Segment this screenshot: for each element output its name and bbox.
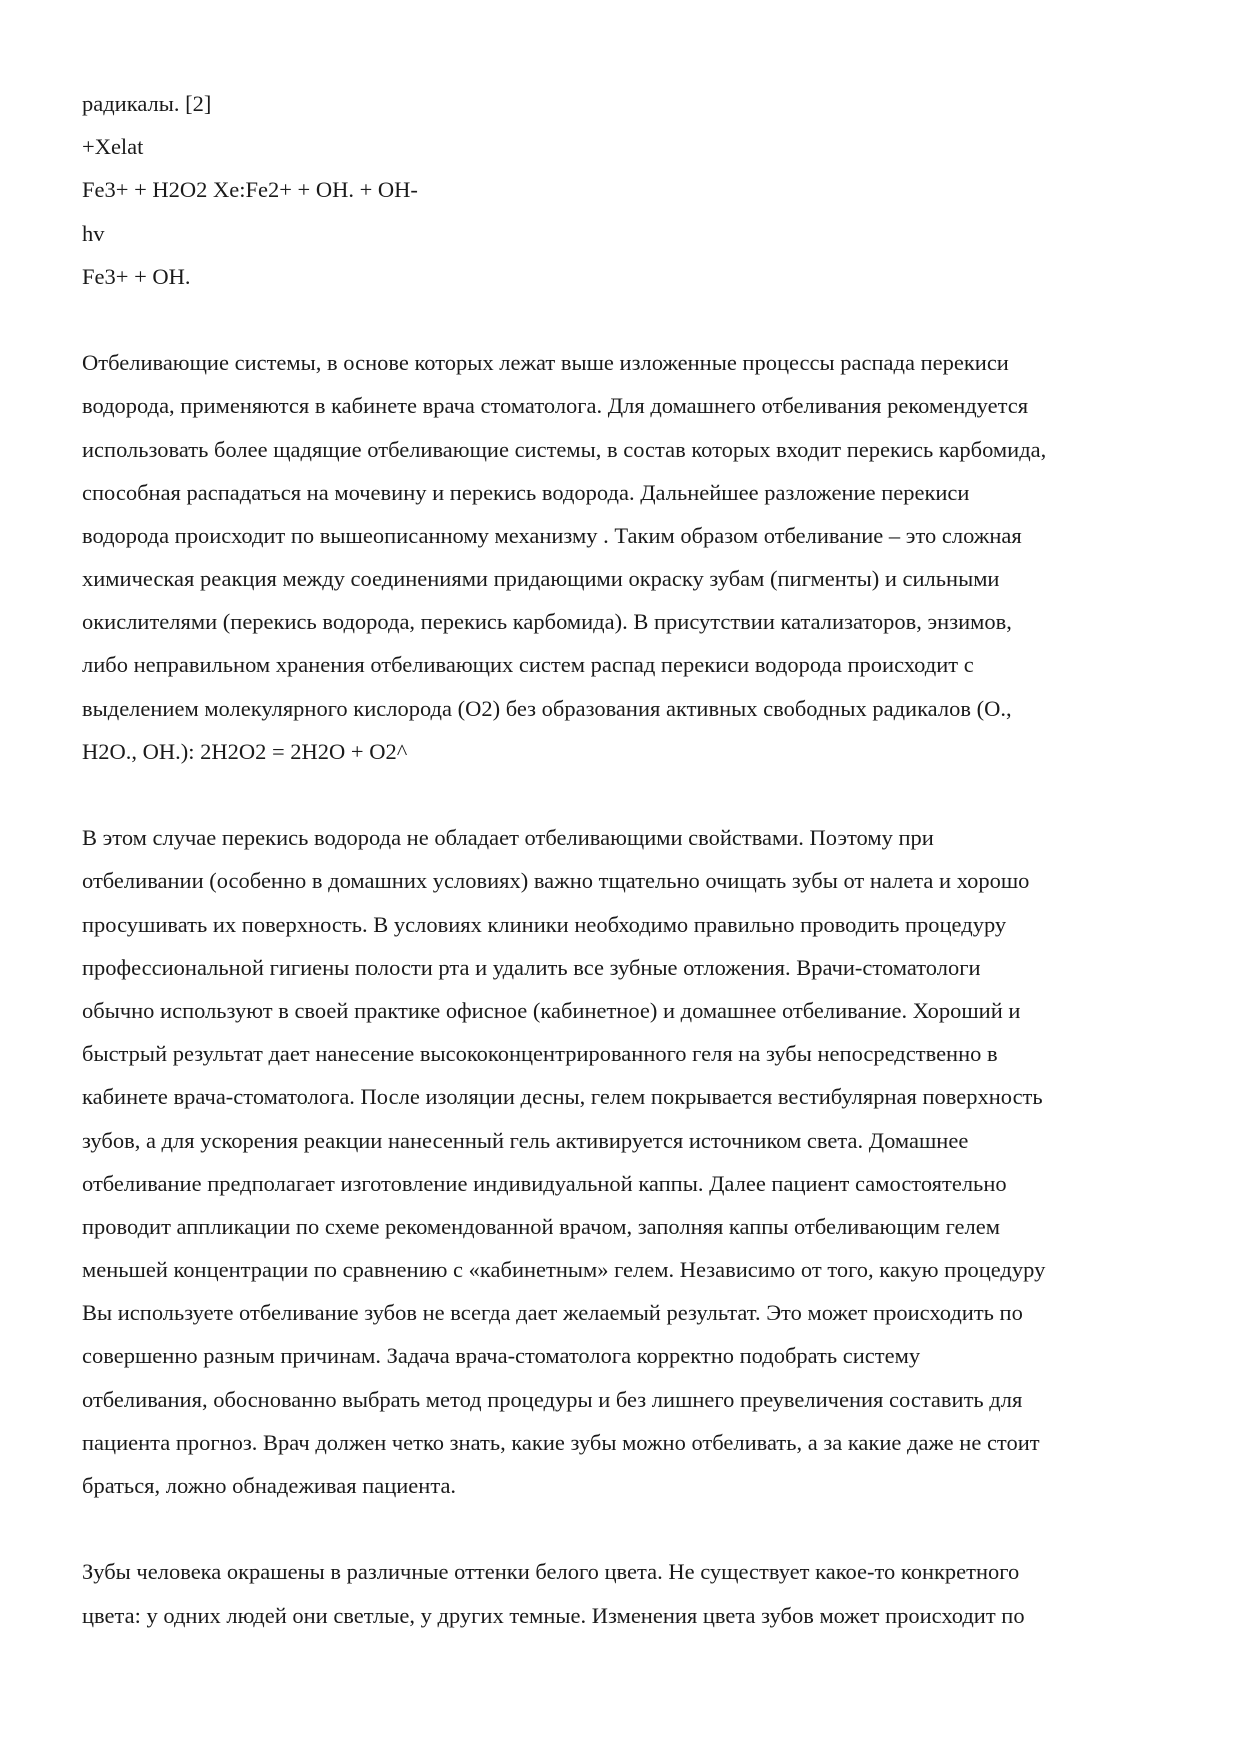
text-line: отбеливание предполагает изготовление индивидуальной каппы. Далее пациент самостоятельно — [82, 1170, 1007, 1196]
text-line: совершенно разным причинам. Задача врача-стоматолога корректно подобрать систему — [82, 1343, 921, 1369]
text-line: использовать более щадящие отбеливающие системы, в состав которых входит перекись карбомида, — [82, 436, 1047, 462]
text-line: проводит аппликации по схеме рекомендованной врачом, заполняя каппы отбеливающим гелем — [82, 1213, 1000, 1239]
paragraph — [82, 341, 1172, 773]
text-line: H2O., OH.): 2H2O2 = 2H2O + O2^ — [82, 738, 408, 764]
text-line: просушивать их поверхность. В условиях клиники необходимо правильно проводить процедуру — [82, 911, 1007, 937]
text-line: hv — [82, 220, 105, 246]
text-line: пациента прогноз. Врач должен четко знать, какие зубы можно отбеливать, а за какие даже не стоит — [82, 1429, 1040, 1455]
text-line: химическая реакция между соединениями придающими окраску зубам (пигменты) и сильными — [82, 566, 1000, 592]
text-line: +Xelat — [82, 134, 144, 160]
paragraph — [82, 1550, 1172, 1636]
paragraph — [82, 816, 1172, 1507]
text-line: Вы используете отбеливание зубов не всегда дает желаемый результат. Это может происходить по — [82, 1300, 1023, 1326]
text-line: Отбеливающие системы, в основе которых лежат выше изложенные процессы распада перекиси — [82, 350, 1009, 376]
text-line: выделением молекулярного кислорода (O2) без образования активных свободных радикалов (O., — [82, 695, 1012, 721]
text-line: зубов, а для ускорения реакции нанесенный гель активируется источником света. Домашнее — [82, 1127, 969, 1153]
text-line: Зубы человека окрашены в различные оттенки белого цвета. Не существует какое-то конкретного — [82, 1559, 1020, 1585]
text-line: либо неправильном хранения отбеливающих систем распад перекиси водорода происходит с — [82, 652, 974, 678]
text-line: кабинете врача-стоматолога. После изоляции десны, гелем покрывается вестибулярная поверхность — [82, 1084, 1043, 1110]
text-line: В этом случае перекись водорода не обладает отбеливающими свойствами. Поэтому при — [82, 825, 934, 851]
text-line: обычно используют в своей практике офисное (кабинетное) и домашнее отбеливание. Хороший и — [82, 997, 1021, 1023]
formula-block — [82, 82, 1172, 298]
text-line: водорода, применяются в кабинете врача стоматолога. Для домашнего отбеливания рекомендуется — [82, 393, 1029, 419]
text-line: Fe3+ + H2O2 Xe:Fe2+ + OH. + OH- — [82, 177, 418, 203]
document-page — [82, 82, 1172, 1637]
text-line: радикалы. [2] — [82, 91, 212, 116]
text-line: отбеливания, обоснованно выбрать метод процедуры и без лишнего преувеличения составить для — [82, 1386, 1023, 1412]
text-line: быстрый результат дает нанесение высококонцентрированного геля на зубы непосредственно в — [82, 1041, 998, 1067]
text-line: окислителями (перекись водорода, перекись карбомида). В присутствии катализаторов, энзимов, — [82, 609, 1012, 635]
text-line: профессиональной гигиены полости рта и удалить все зубные отложения. Врачи-стоматологи — [82, 954, 981, 980]
text-line: способная распадаться на мочевину и перекись водорода. Дальнейшее разложение перекиси — [82, 479, 970, 505]
text-line: меньшей концентрации по сравнению с «кабинетным» гелем. Независимо от того, какую процедуру — [82, 1257, 1046, 1283]
text-line: браться, ложно обнадеживая пациента. — [82, 1473, 457, 1498]
text-line: цвета: у одних людей они светлые, у других темные. Изменения цвета зубов может происходит по — [82, 1602, 1025, 1628]
text-line: Fe3+ + OH. — [82, 263, 191, 289]
text-line: водорода происходит по вышеописанному механизму . Таким образом отбеливание – это сложная — [82, 522, 1022, 548]
text-line: отбеливании (особенно в домашних условиях) важно тщательно очищать зубы от налета и хорошо — [82, 868, 1030, 894]
